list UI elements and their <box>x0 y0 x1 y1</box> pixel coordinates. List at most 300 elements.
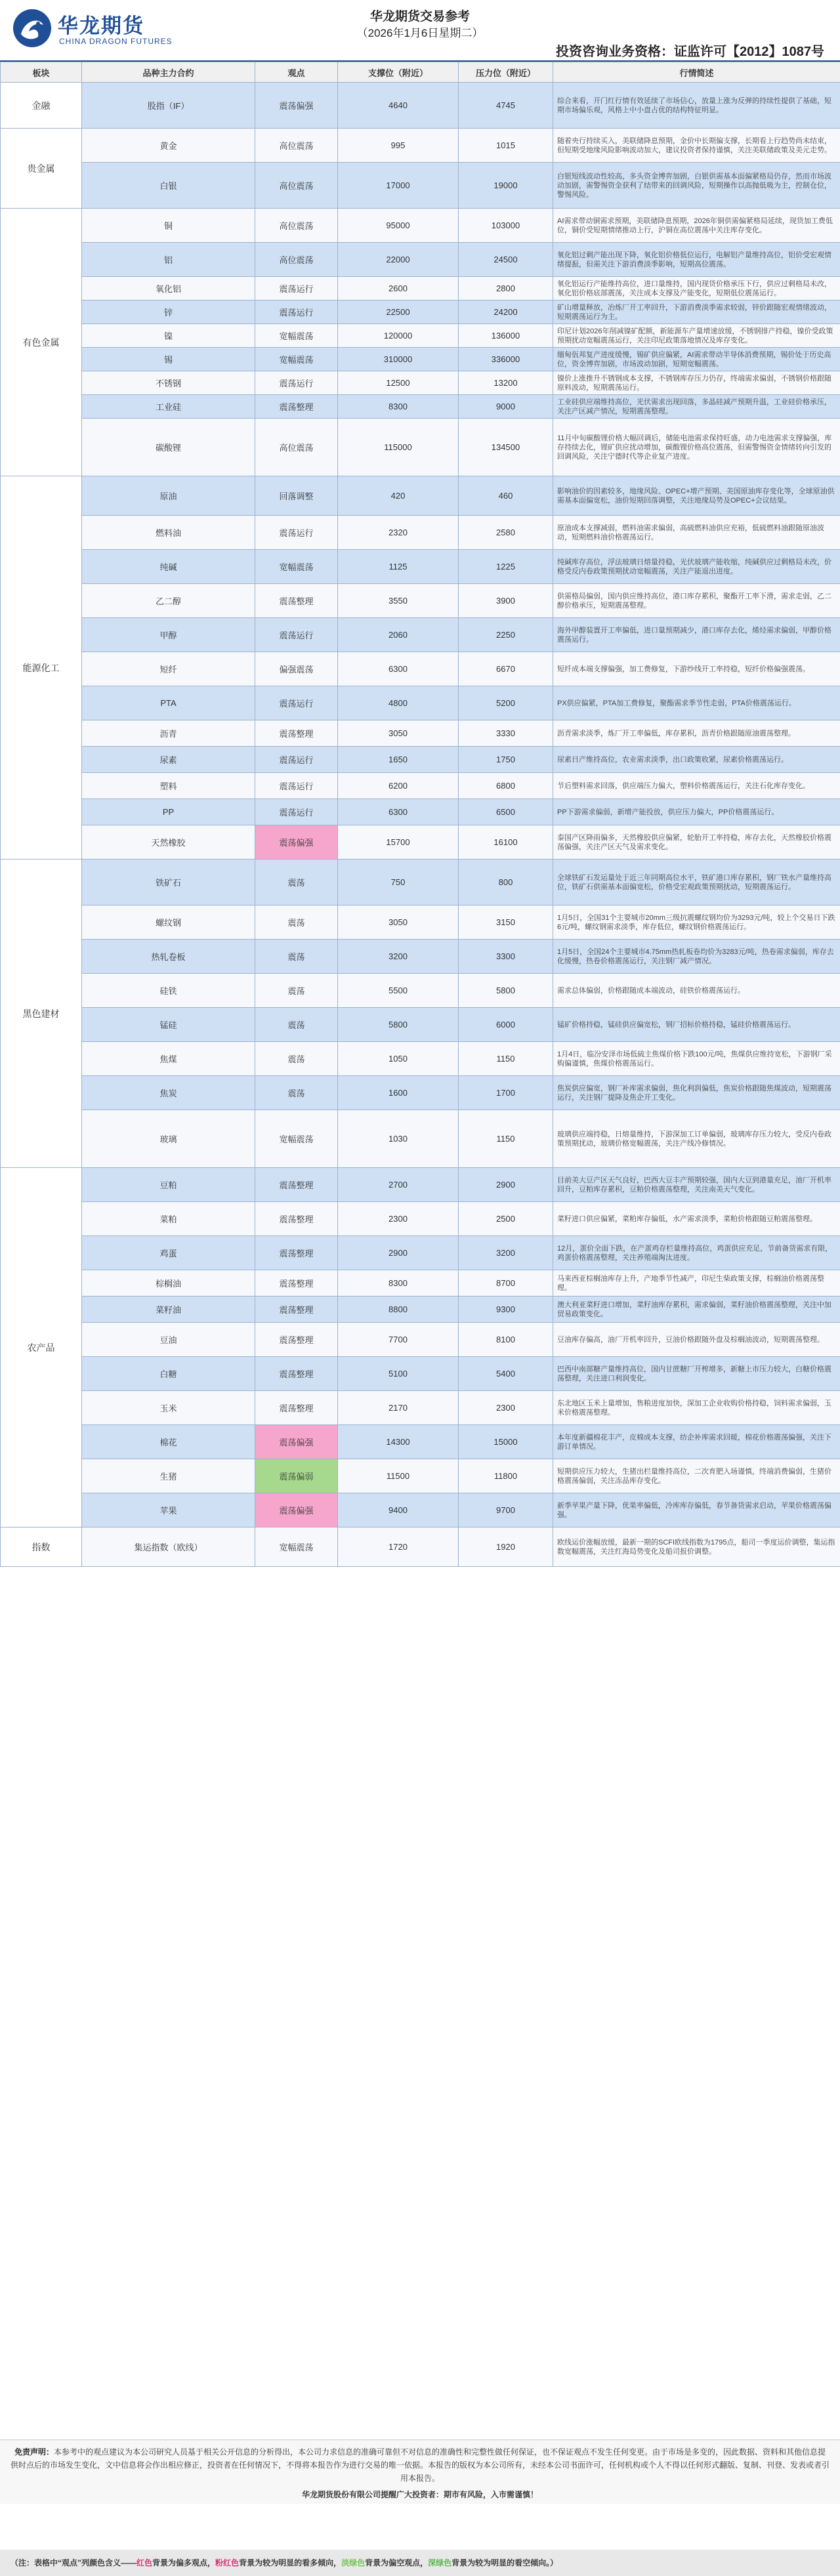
sector-cell: 能源化工 <box>1 476 82 860</box>
summary-cell: PP下游需求偏弱，新增产能投放，供应压力偏大，PP价格震荡运行。 <box>553 799 840 825</box>
summary-cell: 供需格局偏弱，国内供应维持高位，港口库存累积，聚酯开工率下滑，需求走弱，乙二醇价格承压，短期震荡整理。 <box>553 584 840 618</box>
contract-cell: 鸡蛋 <box>82 1236 255 1270</box>
contract-cell: 玻璃 <box>82 1110 255 1168</box>
view-cell: 震荡整理 <box>255 1391 338 1425</box>
support-cell: 1600 <box>338 1076 459 1110</box>
support-cell: 5500 <box>338 974 459 1008</box>
license-info: 投资咨询业务资格：证监许可【2012】1087号 <box>556 45 824 59</box>
sector-cell: 金融 <box>1 83 82 129</box>
view-cell: 震荡整理 <box>255 395 338 419</box>
table-row <box>1 1527 840 1567</box>
contract-cell: 热轧卷板 <box>82 940 255 974</box>
sector-cell: 有色金属 <box>1 209 82 476</box>
resistance-cell: 2250 <box>459 618 553 652</box>
table-row <box>1 1391 840 1425</box>
support-cell: 2600 <box>338 277 459 301</box>
summary-cell: 全球铁矿石发运量处于近三年同期高位水平，铁矿港口库存累积，钢厂铁水产量维持高位，铁矿石供需基本面偏宽松，价格受宏观政策预期扰动，短期震荡运行。 <box>553 860 840 905</box>
resistance-cell: 1750 <box>459 747 553 773</box>
support-cell: 22500 <box>338 301 459 324</box>
table-row <box>1 1008 840 1042</box>
summary-cell: 氧化铝过剩产能出现下降，氧化铝价格低位运行，电解铝产量维持高位，铝价受宏观情绪提振，但需关注下游消费淡季影响，短期高位震荡。 <box>553 243 840 277</box>
view-cell: 偏强震荡 <box>255 652 338 686</box>
resistance-cell: 5200 <box>459 686 553 720</box>
support-cell: 2700 <box>338 1168 459 1202</box>
resistance-cell: 2800 <box>459 277 553 301</box>
support-cell: 8300 <box>338 395 459 419</box>
contract-cell: 玉米 <box>82 1391 255 1425</box>
resistance-cell: 9300 <box>459 1297 553 1323</box>
table-row <box>1 652 840 686</box>
resistance-cell: 19000 <box>459 163 553 209</box>
resistance-cell: 8700 <box>459 1270 553 1297</box>
col-header-support: 支撑位（附近） <box>338 62 459 83</box>
resistance-cell: 6500 <box>459 799 553 825</box>
resistance-cell: 3200 <box>459 1236 553 1270</box>
contract-cell: 焦炭 <box>82 1076 255 1110</box>
contract-cell: 硅铁 <box>82 974 255 1008</box>
col-header-sector: 板块 <box>1 62 82 83</box>
view-cell: 宽幅震荡 <box>255 348 338 371</box>
summary-cell: 欧线运价涨幅放缓，最新一期的SCFI欧线指数为1795点，船司一季度运价调整，集运指数宽幅震荡，关注红海局势变化及船司报价调整。 <box>553 1527 840 1567</box>
resistance-cell: 1920 <box>459 1527 553 1567</box>
contract-cell: PP <box>82 799 255 825</box>
table-row <box>1 747 840 773</box>
resistance-cell: 24200 <box>459 301 553 324</box>
report-header <box>0 0 840 62</box>
table-row <box>1 1110 840 1168</box>
legend-pink-text: 背景为较为明显的看多倾向， <box>239 2558 342 2567</box>
table-row <box>1 1168 840 1202</box>
risk-reminder: 华龙期货股份有限公司提醒广大投资者：期市有风险，入市需谨慎！ <box>301 2490 538 2499</box>
view-cell: 高位震荡 <box>255 419 338 476</box>
support-cell: 3050 <box>338 905 459 940</box>
support-cell: 8300 <box>338 1270 459 1297</box>
col-header-contract: 品种主力合约 <box>82 62 255 83</box>
support-cell: 15700 <box>338 825 459 860</box>
summary-cell: 12月，蛋价全面下跌，在产蛋鸡存栏量维持高位，鸡蛋供应充足，节前备货需求有限，鸡蛋价格震荡整理，关注养殖端淘汰进度。 <box>553 1236 840 1270</box>
contract-cell: 甲醇 <box>82 618 255 652</box>
summary-cell: 随着央行持续买入，美联储降息预期，金价中长期偏支撑，长期看上行趋势尚未结束，但短期受地缘风险影响波动加大，建议投资者保持谨慎，关注美联储政策及美元走势。 <box>553 129 840 163</box>
resistance-cell: 3900 <box>459 584 553 618</box>
summary-cell: 澳大利亚菜籽进口增加，菜籽油库存累积，需求偏弱，菜籽油价格震荡整理，关注中加贸易政策变化。 <box>553 1297 840 1323</box>
view-cell: 震荡运行 <box>255 747 338 773</box>
summary-cell: 1月5日，全国24个主要城市4.75mm热轧板卷均价为3283元/吨，热卷需求偏弱，库存去化缓慢，热卷价格震荡运行，关注钢厂减产情况。 <box>553 940 840 974</box>
contract-cell: 白糖 <box>82 1357 255 1391</box>
summary-cell: 焦炭供应偏宽，钢厂补库需求偏弱，焦化利润偏低，焦炭价格跟随焦煤波动，短期震荡运行，关注钢厂提降及焦企开工变化。 <box>553 1076 840 1110</box>
summary-cell: 巴西中南部糖产量维持高位，国内甘蔗糖厂开榨增多，新糖上市压力较大，白糖价格震荡整理，关注进口利润变化。 <box>553 1357 840 1391</box>
summary-cell: 11月中旬碳酸锂价格大幅回调后，储能电池需求保持旺盛，动力电池需求支撑偏强，库存持续去化，锂矿供应扰动增加，碳酸锂价格高位震荡，但需警惕资金情绪转向引发的回调风险，关注宁德时代等企业复产进度。 <box>553 419 840 476</box>
table-row <box>1 974 840 1008</box>
view-cell: 震荡偏强 <box>255 825 338 860</box>
contract-cell: 焦煤 <box>82 1042 255 1076</box>
summary-cell: 影响油价的因素较多，地缘风险、OPEC+增产预期、美国原油库存变化等，全球原油供需基本面偏宽松，油价短期回落调整，关注地缘局势及OPEC+会议结果。 <box>553 476 840 516</box>
view-cell: 震荡整理 <box>255 1323 338 1357</box>
contract-cell: 豆油 <box>82 1323 255 1357</box>
legend-dark-green: 深绿色 <box>428 2558 452 2567</box>
resistance-cell: 13200 <box>459 371 553 395</box>
legend-prefix: （注：表格中“观点”列颜色含义—— <box>10 2558 137 2567</box>
summary-cell: 泰国产区降雨偏多，天然橡胶供应偏紧，轮胎开工率持稳，库存去化，天然橡胶价格震荡偏强，关注产区天气及需求变化。 <box>553 825 840 860</box>
summary-cell: 1月5日，全国31个主要城市20mm三级抗震螺纹钢均价为3293元/吨，较上个交易日下跌6元/吨，螺纹钢需求淡季，库存低位，螺纹钢价格震荡运行。 <box>553 905 840 940</box>
support-cell: 2900 <box>338 1236 459 1270</box>
summary-cell: 工业硅供应端维持高位，光伏需求出现回落，多晶硅减产预期升温，工业硅价格承压，关注产区减产情况，短期震荡整理。 <box>553 395 840 419</box>
contract-cell: 棕榈油 <box>82 1270 255 1297</box>
table-row <box>1 584 840 618</box>
summary-cell: 原油成本支撑减弱，燃料油需求偏弱，高硫燃料油供应充裕，低硫燃料油跟随原油波动，短期燃料油价格震荡运行。 <box>553 516 840 550</box>
support-cell: 5100 <box>338 1357 459 1391</box>
table-row <box>1 209 840 243</box>
view-cell: 震荡运行 <box>255 799 338 825</box>
view-cell: 宽幅震荡 <box>255 550 338 584</box>
resistance-cell: 800 <box>459 860 553 905</box>
contract-cell: 天然橡胶 <box>82 825 255 860</box>
view-cell: 震荡整理 <box>255 1270 338 1297</box>
contract-cell: 氧化铝 <box>82 277 255 301</box>
resistance-cell: 3330 <box>459 720 553 747</box>
view-cell: 震荡偏强 <box>255 1425 338 1459</box>
contract-cell: 铝 <box>82 243 255 277</box>
table-row <box>1 1236 840 1270</box>
legend-light-green-text: 背景为偏空观点， <box>365 2558 429 2567</box>
table-row <box>1 516 840 550</box>
summary-cell: 镍价上涨推升不锈钢成本支撑，不锈钢库存压力仍存，终端需求偏弱，不锈钢价格跟随原料波动，短期震荡运行。 <box>553 371 840 395</box>
resistance-cell: 3300 <box>459 940 553 974</box>
contract-cell: 原油 <box>82 476 255 516</box>
contract-cell: 镍 <box>82 324 255 348</box>
contract-cell: 豆粕 <box>82 1168 255 1202</box>
support-cell: 17000 <box>338 163 459 209</box>
page-title: 华龙期货交易参考 <box>369 10 470 24</box>
resistance-cell: 9000 <box>459 395 553 419</box>
contract-cell: 棉花 <box>82 1425 255 1459</box>
support-cell: 11500 <box>338 1459 459 1493</box>
table-row <box>1 1297 840 1323</box>
view-cell: 宽幅震荡 <box>255 1110 338 1168</box>
table-row <box>1 163 840 209</box>
table-row <box>1 799 840 825</box>
table-row <box>1 243 840 277</box>
support-cell: 4800 <box>338 686 459 720</box>
support-cell: 3550 <box>338 584 459 618</box>
table-row <box>1 720 840 747</box>
resistance-cell: 8100 <box>459 1323 553 1357</box>
summary-cell: 海外甲醇装置开工率偏低，进口量预期减少，港口库存去化，烯烃需求偏弱，甲醇价格震荡运行。 <box>553 618 840 652</box>
view-cell: 震荡整理 <box>255 1357 338 1391</box>
logo-chinese-name: 华龙期货 <box>58 14 144 37</box>
summary-cell: 马来西亚棕榈油库存上升，产地季节性减产，印尼生柴政策支撑，棕榈油价格震荡整理。 <box>553 1270 840 1297</box>
resistance-cell: 2500 <box>459 1202 553 1236</box>
support-cell: 1720 <box>338 1527 459 1567</box>
support-cell: 6300 <box>338 799 459 825</box>
table-row <box>1 1493 840 1527</box>
resistance-cell: 134500 <box>459 419 553 476</box>
support-cell: 4640 <box>338 83 459 129</box>
logo-english-name: CHINA DRAGON FUTURES <box>59 37 173 46</box>
summary-cell: 沥青需求淡季，炼厂开工率偏低，库存累积，沥青价格跟随原油震荡整理。 <box>553 720 840 747</box>
resistance-cell: 9700 <box>459 1493 553 1527</box>
disclaimer-label: 免责声明： <box>14 2447 54 2457</box>
contract-cell: 集运指数（欧线） <box>82 1527 255 1567</box>
support-cell: 120000 <box>338 324 459 348</box>
contract-cell: 燃料油 <box>82 516 255 550</box>
summary-cell: 锰矿价格持稳，锰硅供应偏宽松，钢厂招标价格持稳，锰硅价格震荡运行。 <box>553 1008 840 1042</box>
view-cell: 震荡整理 <box>255 1297 338 1323</box>
support-cell: 12500 <box>338 371 459 395</box>
view-cell: 震荡 <box>255 1076 338 1110</box>
sector-cell: 黑色建材 <box>1 860 82 1168</box>
view-cell: 震荡整理 <box>255 1202 338 1236</box>
support-cell: 2060 <box>338 618 459 652</box>
contract-cell: 苹果 <box>82 1493 255 1527</box>
view-cell: 震荡 <box>255 860 338 905</box>
support-cell: 6200 <box>338 773 459 799</box>
sector-cell: 指数 <box>1 1527 82 1567</box>
summary-cell: 需求总体偏弱，价格跟随成本端波动，硅铁价格震荡运行。 <box>553 974 840 1008</box>
table-row <box>1 905 840 940</box>
resistance-cell: 2300 <box>459 1391 553 1425</box>
view-cell: 震荡整理 <box>255 720 338 747</box>
view-cell: 震荡 <box>255 974 338 1008</box>
support-cell: 5800 <box>338 1008 459 1042</box>
legend-light-green: 淡绿色 <box>341 2558 366 2567</box>
contract-cell: 生猪 <box>82 1459 255 1493</box>
disclaimer-body: 本参考中的观点建议为本公司研究人员基于相关公开信息的分析得出，本公司力求信息的准确可靠但不对信息的准确性和完整性做任何保证，也不保证观点不发生任何变更。由于市场是多变的，因此数据、资料和其他信息提供时点后的市场发生变化，文中信息将会作出相应修正，投资者在任何情况下，不得将本报告作为进行交易的唯一依据。本报告的版权为本公司所有，未经本公司书面许可，任何机构或个人不得以任何形式翻版、复制、刊登、发表或者引用本报告。 <box>10 2447 830 2483</box>
resistance-cell: 136000 <box>459 324 553 348</box>
support-cell: 995 <box>338 129 459 163</box>
view-cell: 震荡运行 <box>255 301 338 324</box>
view-cell: 回落调整 <box>255 476 338 516</box>
disclaimer-text <box>0 2440 840 2485</box>
support-cell: 2320 <box>338 516 459 550</box>
resistance-cell: 3150 <box>459 905 553 940</box>
summary-cell: 氧化铝运行产能维持高位，进口量维持，国内现货价格承压下行，供应过剩格局未改，氧化铝价格底部震荡，关注成本支撑及产能变化，短期低位震荡运行。 <box>553 277 840 301</box>
summary-cell: 东北地区玉米上量增加，售粮进度加快，深加工企业收购价格持稳，饲料需求偏弱，玉米价格震荡整理。 <box>553 1391 840 1425</box>
summary-cell: 综合来看，开门红行情有效延续了市场信心，放量上涨为反弹的持续性提供了基础，短期市场偏乐观，风格上中小盘占优的结构特征明显。 <box>553 83 840 129</box>
view-cell: 宽幅震荡 <box>255 1527 338 1567</box>
contract-cell: 白银 <box>82 163 255 209</box>
resistance-cell: 15000 <box>459 1425 553 1459</box>
summary-cell: 玻璃供应端持稳，日熔量维持，下游深加工订单偏弱，玻璃库存压力较大，受反内卷政策预期扰动，玻璃价格宽幅震荡，关注产线冷修情况。 <box>553 1110 840 1168</box>
table-row <box>1 1323 840 1357</box>
table-row <box>1 83 840 129</box>
resistance-cell: 1015 <box>459 129 553 163</box>
support-cell: 1050 <box>338 1042 459 1076</box>
contract-cell: 锡 <box>82 348 255 371</box>
table-row <box>1 825 840 860</box>
view-cell: 震荡 <box>255 1008 338 1042</box>
summary-cell: 节后塑料需求回落，供应端压力偏大，塑料价格震荡运行，关注石化库存变化。 <box>553 773 840 799</box>
table-row <box>1 940 840 974</box>
view-cell: 震荡运行 <box>255 371 338 395</box>
contract-cell: 不锈钢 <box>82 371 255 395</box>
resistance-cell: 103000 <box>459 209 553 243</box>
contract-cell: 股指（IF） <box>82 83 255 129</box>
view-cell: 震荡整理 <box>255 1236 338 1270</box>
contract-cell: 工业硅 <box>82 395 255 419</box>
resistance-cell: 5800 <box>459 974 553 1008</box>
table-row <box>1 1076 840 1110</box>
table-row <box>1 1459 840 1493</box>
support-cell: 22000 <box>338 243 459 277</box>
resistance-cell: 6000 <box>459 1008 553 1042</box>
contract-cell: 乙二醇 <box>82 584 255 618</box>
summary-cell: 豆油库存偏高，油厂开机率回升，豆油价格跟随外盘及棕榈油波动，短期震荡整理。 <box>553 1323 840 1357</box>
table-row <box>1 1357 840 1391</box>
view-cell: 震荡运行 <box>255 618 338 652</box>
contract-cell: 碳酸锂 <box>82 419 255 476</box>
summary-cell: 印尼计划2026年削减镍矿配额，新能源车产量增速放缓，不锈钢排产持稳，镍价受政策预期扰动宽幅震荡运行，关注印尼政策落地情况及库存变化。 <box>553 324 840 348</box>
contract-cell: 沥青 <box>82 720 255 747</box>
resistance-cell: 1700 <box>459 1076 553 1110</box>
support-cell: 1650 <box>338 747 459 773</box>
resistance-cell: 6800 <box>459 773 553 799</box>
table-row <box>1 129 840 163</box>
report-date: （2026年1月6日星期二） <box>356 27 484 39</box>
contract-cell: 黄金 <box>82 129 255 163</box>
view-cell: 高位震荡 <box>255 129 338 163</box>
table-row <box>1 618 840 652</box>
support-cell: 3050 <box>338 720 459 747</box>
view-cell: 震荡 <box>255 1042 338 1076</box>
table-row <box>1 277 840 301</box>
table-row <box>1 301 840 324</box>
view-cell: 高位震荡 <box>255 209 338 243</box>
table-row <box>1 348 840 371</box>
view-cell: 高位震荡 <box>255 163 338 209</box>
table-row <box>1 1202 840 1236</box>
col-header-view: 观点 <box>255 62 338 83</box>
summary-cell: 新季苹果产量下降，优果率偏低，冷库库存偏低，春节备货需求启动，苹果价格震荡偏强。 <box>553 1493 840 1527</box>
resistance-cell: 1225 <box>459 550 553 584</box>
contract-cell: 菜粕 <box>82 1202 255 1236</box>
contract-cell: 锌 <box>82 301 255 324</box>
resistance-cell: 1150 <box>459 1042 553 1076</box>
legend-red-text: 背景为偏多观点， <box>152 2558 216 2567</box>
view-cell: 震荡偏强 <box>255 83 338 129</box>
view-cell: 震荡偏强 <box>255 1493 338 1527</box>
resistance-cell: 2580 <box>459 516 553 550</box>
resistance-cell: 5400 <box>459 1357 553 1391</box>
support-cell: 1030 <box>338 1110 459 1168</box>
support-cell: 6300 <box>338 652 459 686</box>
contract-cell: 螺纹钢 <box>82 905 255 940</box>
table-row <box>1 773 840 799</box>
view-cell: 震荡运行 <box>255 516 338 550</box>
color-legend-note <box>0 2550 840 2576</box>
support-cell: 750 <box>338 860 459 905</box>
summary-cell: AI需求带动铜需求预期，美联储降息预期，2026年铜供需偏紧格局延续，现货加工费低位，铜价受短期情绪推动上行，沪铜在高位震荡中关注库存变化。 <box>553 209 840 243</box>
col-header-summary: 行情简述 <box>553 62 840 83</box>
table-row <box>1 419 840 476</box>
summary-cell: 矿山增量释放，冶炼厂开工率回升，下游消费淡季需求较弱，锌价跟随宏观情绪波动，短期震荡运行为主。 <box>553 301 840 324</box>
contract-cell: 塑料 <box>82 773 255 799</box>
table-row <box>1 324 840 348</box>
view-cell: 震荡偏弱 <box>255 1459 338 1493</box>
summary-cell: 1月4日，临汾安泽市场低硫主焦煤价格下跌100元/吨，焦煤供应维持宽松，下游钢厂采购偏谨慎，焦煤价格震荡运行。 <box>553 1042 840 1076</box>
support-cell: 3200 <box>338 940 459 974</box>
view-cell: 震荡运行 <box>255 277 338 301</box>
contract-cell: 铜 <box>82 209 255 243</box>
contract-cell: 尿素 <box>82 747 255 773</box>
summary-cell: 纯碱库存高位，浮法玻璃日熔量持稳，光伏玻璃产能收缩，纯碱供应过剩格局未改，价格受反内卷政策预期扰动宽幅震荡，关注产能退出进度。 <box>553 550 840 584</box>
disclaimer-block <box>0 2440 840 2504</box>
contract-cell: 铁矿石 <box>82 860 255 905</box>
summary-cell: PX供应偏紧，PTA加工费修复，聚酯需求季节性走弱，PTA价格震荡运行。 <box>553 686 840 720</box>
view-cell: 震荡 <box>255 905 338 940</box>
summary-cell: 缅甸佤邦复产进度缓慢，锡矿供应偏紧，AI需求带动半导体消费预期，锡价处于历史高位，资金博弈加剧，市场波动加剧，短期宽幅震荡。 <box>553 348 840 371</box>
legend-dark-green-text: 背景为较为明显的看空倾向。） <box>452 2558 558 2567</box>
support-cell: 2170 <box>338 1391 459 1425</box>
view-cell: 高位震荡 <box>255 243 338 277</box>
contract-cell: 菜籽油 <box>82 1297 255 1323</box>
table-row <box>1 1425 840 1459</box>
table-row <box>1 476 840 516</box>
resistance-cell: 2900 <box>459 1168 553 1202</box>
resistance-cell: 460 <box>459 476 553 516</box>
resistance-cell: 336000 <box>459 348 553 371</box>
view-cell: 震荡运行 <box>255 773 338 799</box>
table-row <box>1 550 840 584</box>
support-cell: 14300 <box>338 1425 459 1459</box>
support-cell: 310000 <box>338 348 459 371</box>
contract-cell: 纯碱 <box>82 550 255 584</box>
table-row <box>1 1042 840 1076</box>
resistance-cell: 16100 <box>459 825 553 860</box>
support-cell: 7700 <box>338 1323 459 1357</box>
summary-cell: 目前美大豆产区天气良好，巴西大豆丰产预期较强，国内大豆到港量充足，油厂开机率回升，豆粕库存累积，豆粕价格震荡整理，关注南美天气变化。 <box>553 1168 840 1202</box>
support-cell: 1125 <box>338 550 459 584</box>
resistance-cell: 11800 <box>459 1459 553 1493</box>
summary-cell: 尿素日产维持高位，农业需求淡季，出口政策收紧，尿素价格震荡运行。 <box>553 747 840 773</box>
table-row <box>1 1270 840 1297</box>
contract-cell: 锰硅 <box>82 1008 255 1042</box>
table-row <box>1 686 840 720</box>
support-cell: 420 <box>338 476 459 516</box>
resistance-cell: 24500 <box>459 243 553 277</box>
legend-red: 红色 <box>136 2558 153 2567</box>
resistance-cell: 6670 <box>459 652 553 686</box>
col-header-resistance: 压力位（附近） <box>459 62 553 83</box>
support-cell: 9400 <box>338 1493 459 1527</box>
sector-cell: 农产品 <box>1 1168 82 1527</box>
trading-reference-table <box>0 62 840 1567</box>
contract-cell: 短纤 <box>82 652 255 686</box>
sector-cell: 贵金属 <box>1 129 82 209</box>
summary-cell: 本年度新疆棉花丰产，皮棉成本支撑，纺企补库需求回暖，棉花价格震荡偏强，关注下游订单情况。 <box>553 1425 840 1459</box>
summary-cell: 短纤成本端支撑偏强，加工费修复，下游纱线开工率持稳，短纤价格偏强震荡。 <box>553 652 840 686</box>
summary-cell: 白银短线波动性较高，多头资金博弈加剧，白银供需基本面偏紧格局仍存，然而市场波动加剧，需警惕资金获利了结带来的回调风险，短期操作以高抛低吸为主，控制仓位，警惕风险。 <box>553 163 840 209</box>
summary-cell: 菜籽进口供应偏紧，菜粕库存偏低，水产需求淡季，菜粕价格跟随豆粕震荡整理。 <box>553 1202 840 1236</box>
table-row <box>1 371 840 395</box>
contract-cell: PTA <box>82 686 255 720</box>
table-header-row <box>1 62 840 83</box>
resistance-cell: 4745 <box>459 83 553 129</box>
summary-cell: 短期供应压力较大，生猪出栏量维持高位，二次育肥入场谨慎，终端消费偏弱，生猪价格震荡偏弱，关注冻品库存变化。 <box>553 1459 840 1493</box>
view-cell: 震荡 <box>255 940 338 974</box>
support-cell: 2300 <box>338 1202 459 1236</box>
support-cell: 115000 <box>338 419 459 476</box>
resistance-cell: 1150 <box>459 1110 553 1168</box>
table-row <box>1 860 840 905</box>
support-cell: 8800 <box>338 1297 459 1323</box>
view-cell: 震荡运行 <box>255 686 338 720</box>
view-cell: 震荡整理 <box>255 584 338 618</box>
support-cell: 95000 <box>338 209 459 243</box>
view-cell: 宽幅震荡 <box>255 324 338 348</box>
table-row <box>1 395 840 419</box>
view-cell: 震荡整理 <box>255 1168 338 1202</box>
legend-pink: 粉红色 <box>215 2558 240 2567</box>
